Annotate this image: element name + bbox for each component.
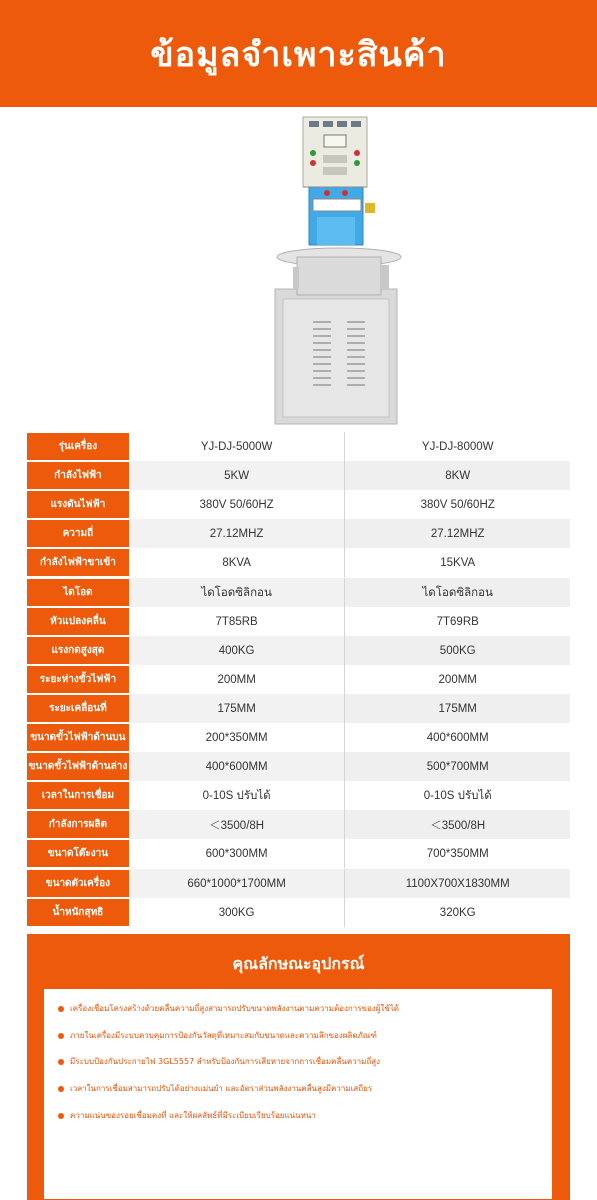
- spec-value-model-1: ＜3500/8H: [129, 810, 345, 839]
- spec-label: ขนาดขั้วไฟฟ้าด้านบน: [27, 724, 129, 751]
- spec-label: แรงดันไฟฟ้า: [27, 491, 129, 518]
- spec-value-model-2: 7T69RB: [344, 607, 570, 636]
- spec-row: [27, 636, 570, 665]
- spec-value-model-1: 660*1000*1700MM: [129, 869, 345, 898]
- feature-item: [58, 1082, 372, 1095]
- spec-row: [27, 839, 570, 868]
- dot-icon: [58, 1006, 64, 1012]
- spec-value-model-1: 400*600MM: [129, 752, 345, 781]
- spec-row: [27, 519, 570, 548]
- spec-value-model-2: ไดโอดซิลิกอน: [344, 578, 570, 607]
- feature-item: [58, 1109, 316, 1122]
- spec-row: [27, 694, 570, 723]
- spec-value-model-1: ไดโอดซิลิกอน: [129, 578, 345, 607]
- spec-value-model-1: 5KW: [129, 461, 345, 490]
- spec-label: รุ่นเครื่อง: [27, 433, 129, 460]
- spec-label: กำลังไฟฟ้าขาเข้า: [27, 549, 129, 576]
- spec-value-model-1: 8KVA: [222, 556, 251, 569]
- spec-row: [27, 752, 570, 781]
- spec-row: [27, 578, 570, 607]
- spec-value-model-2: 500KG: [344, 636, 570, 665]
- feature-text: ภายในเครื่องมีระบบควบคุมการป้องกันวัสดุที่เหมาะสมกับขนาดและความลึกของผลิตภัณฑ์: [70, 1031, 377, 1040]
- spec-row: [27, 607, 570, 636]
- feature-text: มีระบบป้องกันประกายไฟ 3GL5557 สำหรับป้องกันการเสียหายจากการเชื่อมคลื่นความถี่สูง: [70, 1057, 381, 1066]
- spec-value-model-1: YJ-DJ-5000W: [200, 440, 273, 453]
- spec-label: ไดโอด: [27, 579, 129, 606]
- dot-icon: [58, 1113, 64, 1119]
- spec-row: [27, 723, 570, 752]
- spec-row: [27, 548, 570, 577]
- product-photo: [27, 107, 570, 427]
- spec-label: ระยะเคลื่อนที่: [27, 695, 129, 722]
- spec-label: ความถี่: [27, 520, 129, 547]
- feature-item: [58, 1055, 380, 1068]
- spec-label: ขนาดตัวเครื่อง: [27, 870, 129, 897]
- spec-value-model-1: 200*350MM: [205, 731, 268, 744]
- feature-text: เครื่องเชื่อมโครงสร้างด้วยคลื่นความถี่สูงสามารถปรับขนาดพลังงานตามความต้องการของผู้ใช้ได้: [70, 1004, 399, 1013]
- spec-label: กำลังการผลิต: [27, 811, 129, 838]
- spec-value-model-2: 200MM: [344, 665, 570, 694]
- spec-label: หัวแปลงคลื่น: [27, 608, 129, 635]
- spec-label: กำลังไฟฟ้า: [27, 462, 129, 489]
- spec-label: ขนาดขั้วไฟฟ้าด้านล่าง: [27, 753, 129, 780]
- spec-value-model-2: 8KW: [344, 461, 570, 490]
- spec-row: [27, 461, 570, 490]
- feature-text: เวลาในการเชื่อมสามารถปรับได้อย่างแม่นยำ และอัตราส่วนพลังงานคลื่นสูงมีความเสถียร: [70, 1084, 373, 1093]
- spec-value-model-1: 400KG: [129, 636, 345, 665]
- spec-row: [27, 432, 570, 461]
- spec-value-model-2: 320KG: [344, 898, 570, 927]
- features-panel: [27, 934, 570, 1200]
- spec-row: [27, 810, 570, 839]
- spec-value-model-1: 600*300MM: [205, 847, 268, 860]
- header-banner: [0, 0, 597, 107]
- dot-icon: [58, 1086, 64, 1092]
- spec-row: [27, 898, 570, 927]
- spec-value-model-2: ＜3500/8H: [344, 810, 570, 839]
- feature-text: ความแน่นของรอยเชื่อมคงที่ และให้ผลลัพธ์ที่มีระเบียบเรียบร้อยแน่นหนา: [70, 1111, 316, 1120]
- spec-value-model-1: 27.12MHZ: [129, 519, 345, 548]
- spec-value-model-1: 175MM: [129, 694, 345, 723]
- spec-row: [27, 869, 570, 898]
- spec-value-model-2: 700*350MM: [344, 839, 570, 868]
- feature-item: [58, 1029, 377, 1042]
- spec-value-model-2: YJ-DJ-8000W: [344, 432, 570, 461]
- spec-value-model-2: 175MM: [344, 694, 570, 723]
- page-title: ข้อมูลจำเพาะสินค้า: [150, 34, 447, 75]
- spec-row: [27, 781, 570, 810]
- spec-value-model-2: 1100X700X1830MM: [344, 869, 570, 898]
- spec-table: [27, 432, 570, 928]
- spec-label: ขนาดโต๊ะงาน: [27, 840, 129, 867]
- spec-value-model-1: 7T85RB: [215, 615, 258, 628]
- spec-label: แรงกดสูงสุด: [27, 637, 129, 664]
- spec-value-model-2: 500*700MM: [344, 752, 570, 781]
- spec-value-model-1: 200MM: [217, 673, 256, 686]
- spec-value-model-1: 380V 50/60HZ: [199, 498, 274, 511]
- features-box: [44, 989, 552, 1199]
- spec-value-model-2: 400*600MM: [344, 723, 570, 752]
- dot-icon: [58, 1033, 64, 1039]
- spec-row: [27, 665, 570, 694]
- spec-value-model-1: 300KG: [218, 906, 255, 919]
- spec-label: ระยะห่างขั้วไฟฟ้า: [27, 666, 129, 693]
- spec-value-model-2: 15KVA: [344, 548, 570, 577]
- spec-label: เวลาในการเชื่อม: [27, 782, 129, 809]
- spec-value-model-2: 0-10S ปรับได้: [344, 781, 570, 810]
- spec-value-model-1: 0-10S ปรับได้: [202, 789, 271, 802]
- spec-label: น้ำหนักสุทธิ: [27, 899, 129, 926]
- spec-value-model-2: 27.12MHZ: [344, 519, 570, 548]
- spec-row: [27, 490, 570, 519]
- feature-item: [58, 1002, 399, 1015]
- spec-value-model-2: 380V 50/60HZ: [344, 490, 570, 519]
- features-title: คุณลักษณะอุปกรณ์: [232, 954, 365, 973]
- dot-icon: [58, 1059, 64, 1065]
- welding-machine-image: [27, 107, 570, 427]
